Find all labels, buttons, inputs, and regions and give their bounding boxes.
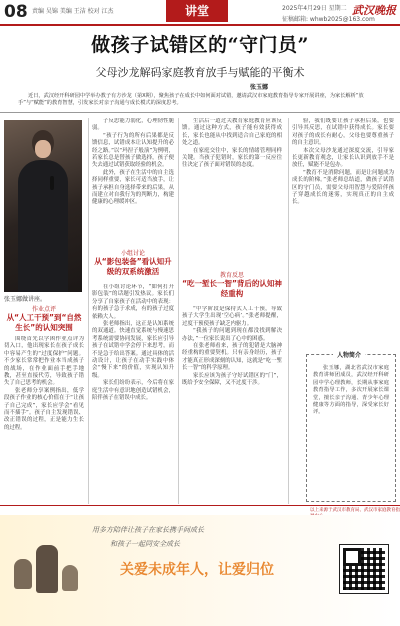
banner-line-2: 和孩子一起同安全成长 bbox=[110, 540, 180, 548]
column-2-top bbox=[92, 118, 174, 246]
paragraph: 在小组讨论环节，“如何打开影包装”的话题引发热议。家长们分享了自家孩子在活动中的表现：有的孩子急于求成，有的孩子过度依赖大人。 bbox=[92, 284, 174, 320]
child-figure bbox=[14, 559, 32, 589]
banner-rule bbox=[0, 505, 400, 506]
paragraph: 子反思能力弱化，心理韧性脆弱。 bbox=[92, 118, 174, 132]
source-note: 以上来源于武汉市教育局、武汉市家庭教育指 bbox=[310, 508, 400, 513]
paragraph: “孩子行为的所有后果都是反馈信息，试错成本让认知提升的必经之路。”以“玛涅子般演”为例明，若家长总是替孩子做选择，孩子便失去通过试错获取经验的机会。 bbox=[92, 132, 174, 169]
paragraph: 生活后一道过关教育家庭教育应该反馈。通过这种方式，孩子能有效获得成长，家长也能从中找到适合自己家庭的相处之道。 bbox=[182, 118, 282, 147]
editors-line: 责编 吴锦 美编 王洁 校对 江杰 bbox=[32, 8, 114, 15]
submission-email[interactable]: 征稿邮箱: whwb2025@163.com bbox=[282, 16, 375, 23]
paragraph: 张老师指出，这正是认知系统的双通道。快速直觉系统与慢速思考系统需要协同发展，家长应引导孩子在试错中学会停下来思考，而不是急于给出答案。通过具体的活动设计，让孩子在动手实践中体会“慢下来”的价值，实现认知升级。 bbox=[92, 321, 174, 379]
article-subtitle: 父母沙龙解码家庭教育放手与赋能的平衡术 bbox=[95, 66, 305, 79]
paragraph: “教育不是消除问题，而是让问题成为成长的阶梯。”张老师总结道，做孩子试错区的守门员，需要父母用智慧与爱陪伴孩子穿越成长的迷雾，实现真正的自主成长。 bbox=[292, 169, 394, 206]
speaker-photo bbox=[4, 120, 82, 292]
child-figure bbox=[62, 565, 78, 591]
article-title: 做孩子试错区的“守门员” bbox=[91, 34, 309, 56]
paragraph: 家长们纷纷表示，今后将在家庭生活中有意识地创造试错机会，陪伴孩子在错误中成长。 bbox=[92, 380, 174, 402]
bio-box bbox=[306, 354, 396, 502]
page-header bbox=[0, 0, 400, 24]
page-number: 08 bbox=[4, 2, 28, 22]
parent-figure bbox=[36, 545, 58, 593]
bio-title: 人物简介 bbox=[333, 350, 365, 359]
header-rule bbox=[0, 24, 400, 26]
paragraph: 围绕首先以学困作业点评为切入口，他出现家长在孩子成长中容易产生的“过度保护”问题。不少家长常常把作业本当成孩子的战场，在作业面前手把手地教，甚至直接代劳，导致孩子错失了自己思考的机会。 bbox=[4, 336, 84, 387]
column-divider bbox=[178, 118, 179, 504]
section-heading-2 bbox=[92, 248, 174, 277]
column-divider bbox=[88, 118, 89, 504]
section-heading-1 bbox=[4, 304, 84, 333]
photo-caption: 张玉娜做讲座。 bbox=[4, 296, 47, 303]
newspaper-logo: 武汉晚报 bbox=[352, 4, 396, 17]
public-service-banner bbox=[0, 515, 400, 626]
issue-date: 2025年4月29日 星期二 bbox=[282, 5, 347, 12]
paragraph: 本次父母沙龙通过深度交流，引导家长更新教育观念，让家长认识到放手不是放任，赋能不是包办。 bbox=[292, 147, 394, 169]
paragraph: “我孩子的问题到现在都没找到解决办法，”一位家长说出了心中的困惑。 bbox=[182, 328, 282, 342]
section-heading-3 bbox=[182, 270, 282, 299]
column-3-bottom bbox=[182, 306, 282, 504]
column-1 bbox=[4, 336, 84, 504]
article-author: 张玉娜 bbox=[250, 84, 269, 91]
column-3-top bbox=[182, 118, 282, 268]
paragraph: 此外，孩子在生活中的自主选择同样重要，家长可适当放手，让孩子承担自身选择带来的后果，从而建立对自我行为的判断力，构建健康的心理缓冲区。 bbox=[92, 169, 174, 206]
section-title: “吃一堑长一智”背后的认知神经重构 bbox=[182, 279, 282, 298]
bio-text: 张玉娜，湖北省武汉市家庭教育讲师团成员，武汉经开科研园中学心理教师，长期从事家庭教育指导工作，多次开展家长课堂，擅长亲子沟通、青少年心理健康等方面的指导，深受家长好评。 bbox=[313, 365, 389, 416]
paragraph: 家长应该为孩子守好试错区的“门”，既给予安全保障，又不过度干涉。 bbox=[182, 372, 282, 387]
column-4 bbox=[292, 118, 394, 352]
banner-headline: 关爱未成年人，让爱归位 bbox=[120, 562, 274, 578]
section-kicker: 教育反思 bbox=[219, 272, 244, 279]
paragraph: 张老师分享案例指出，低学段孩子作业的核心价值在于“让孩子自己完成”，家长应学会“看见而不插手”。孩子自主发现错误、改正错误的过程，正是能力生长的过程。 bbox=[4, 387, 84, 431]
section-title: 从“人工干预”到“自然生长”的认知突围 bbox=[6, 313, 82, 332]
section-title: 从“影包装备”看认知升级的双系统激活 bbox=[94, 257, 172, 276]
section-badge: 讲堂 bbox=[166, 0, 228, 22]
lead-divider bbox=[0, 112, 400, 113]
paragraph: “中学阶段是保持式人工干预，导致孩子大学生出现‘空心病’。”张老师提醒，过度干预使孩子缺乏内驱力。 bbox=[182, 306, 282, 327]
paragraph: 在家庭交往中，家长的情绪管理同样关键。当孩子犯错时，家长的第一反应往往决定了孩子面对错误的态度。 bbox=[182, 147, 282, 169]
column-divider bbox=[288, 118, 289, 504]
section-kicker: 小组讨论 bbox=[120, 250, 145, 257]
section-kicker: 作业点评 bbox=[31, 306, 56, 313]
paragraph: 验，我们既要让孩子承担后果，也要引导其反思，在试错中获得成长。家长要对孩子的成长有耐心，父母也要尊重孩子的自主意识。 bbox=[292, 118, 394, 147]
banner-line-1: 用多方陪伴让孩子在家长携手间成长 bbox=[92, 526, 204, 534]
column-2-bottom bbox=[92, 284, 174, 504]
qr-code-icon[interactable] bbox=[340, 545, 388, 593]
paragraph: 在张老师看来，孩子的犯错是大脑神经重构的重要契机。只有亲身经历，孩子才能真正形成深刻的认知，这就是“吃一堑长一智”的科学原理。 bbox=[182, 343, 282, 372]
article-lead: 近日，武汉经开科研园中学举办教子有方沙龙（第X期），聚焦孩子在成长中如何面对试错，邀请武汉市家庭教育指导专家开展讲座，为家长解析“放手”与“赋能”的教育智慧，引发家长对亲子沟通与成长模式的深度思考。 bbox=[18, 93, 364, 107]
